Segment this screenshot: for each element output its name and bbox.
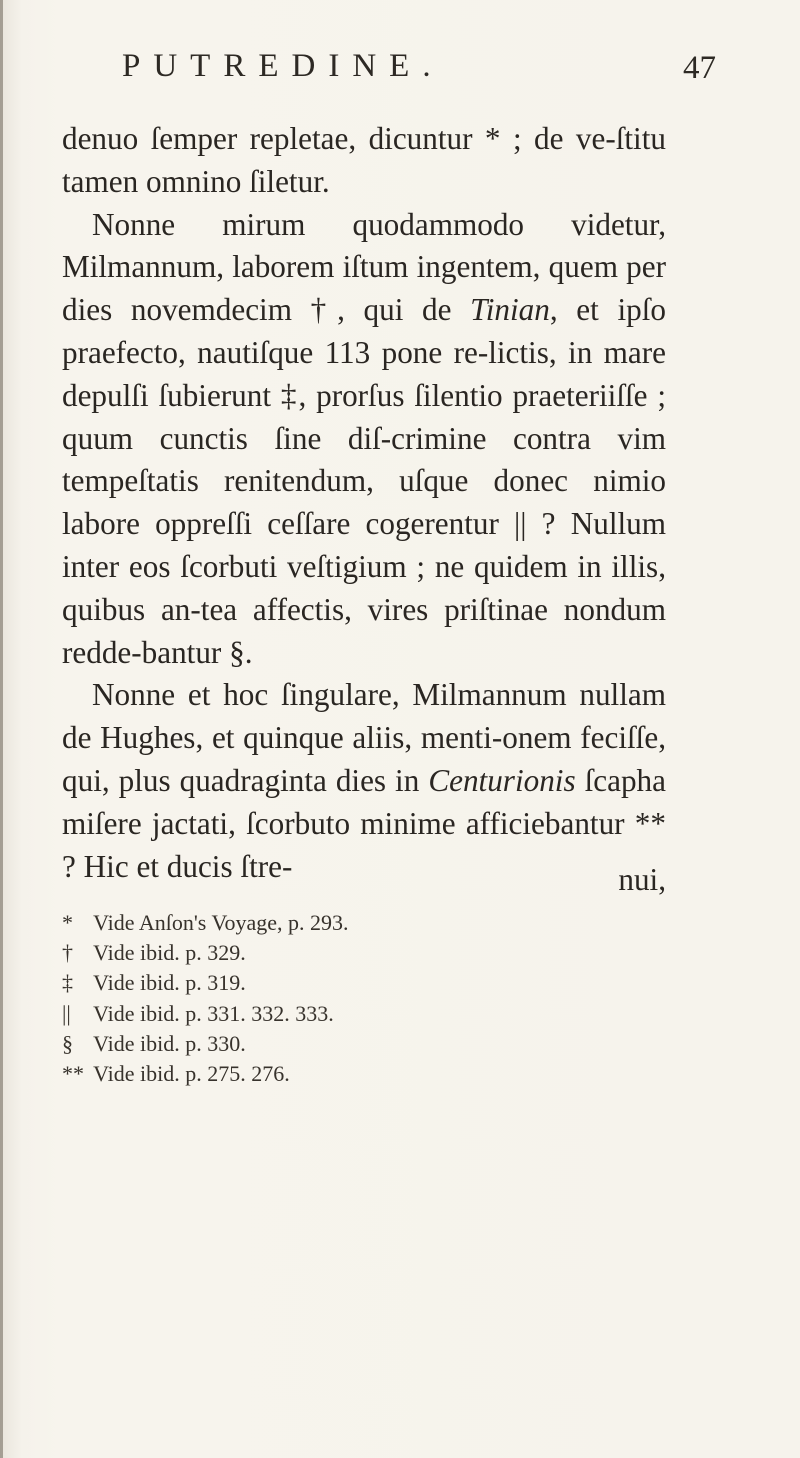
footnote-mark: †: [62, 940, 73, 966]
paragraph-text: denuo ſemper repletae, dicuntur * ; de ve-ſtitu tamen omnino ſiletur.: [62, 121, 666, 199]
footnote-text: Vide ibid. p. 330.: [93, 1030, 246, 1056]
page-edge: [0, 0, 3, 1458]
footnote-mark: **: [62, 1061, 84, 1087]
running-head: [122, 48, 722, 88]
footnote-mark: §: [62, 1030, 73, 1056]
paragraph-text: Nonne mirum quodammodo videtur, Milmannum, laborem iſtum ingentem, quem per dies novemdecim †, qui de: [62, 206, 666, 328]
paragraph-text: , et ipſo praefecto, nautiſque 113 pone re-lictis, in mare depulſi ſubierunt ‡, prorſus ſilentio praeteriiſſe ; quum cunctis ſine diſ-crimine contra vim tempeſtatis renitendum, uſque donec nimio labore oppreſſi ceſſare cogerentur || ? Nullum inter eos ſcorbuti veſtigium ; ne quidem in illis, quibus an-tea affectis, vires priſtinae nondum redde-bantur §.: [62, 292, 666, 670]
footnote: [62, 1029, 562, 1059]
italic-ship-name: Centurionis: [428, 762, 576, 798]
footnote-mark: *: [62, 910, 73, 935]
paragraph: [62, 204, 666, 675]
footnotes: [62, 908, 562, 1089]
footnote-text: Vide ibid. p. 331. 332. 333.: [93, 1000, 334, 1026]
running-title: PUTREDINE.: [122, 48, 444, 84]
footnote: [62, 938, 562, 968]
catchword: nui,: [618, 862, 666, 897]
footnote-text: Vide ibid. p. 319.: [93, 970, 246, 996]
footnote-text: Vide Anſon's Voyage, p. 293.: [93, 910, 349, 935]
page-number: 47: [683, 50, 716, 86]
paragraph: [62, 674, 666, 888]
paragraph-text: ſcapha miſere jactati, ſcorbuto minime afficiebantur ** ? Hic et ducis ſtre-: [62, 762, 666, 884]
paragraph-text: Nonne et hoc ſingulare, Milmannum nullam de Hughes, et quinque aliis, menti-onem feciſſe, qui, plus quadraginta dies in: [62, 677, 666, 798]
footnote: [62, 999, 562, 1029]
footnote: [62, 908, 562, 938]
footnote: [62, 968, 562, 998]
footnote-text: Vide ibid. p. 329.: [93, 940, 246, 966]
footnote-text: Vide ibid. p. 275. 276.: [93, 1061, 290, 1087]
footnote-mark: ‡: [62, 970, 73, 996]
footnote: [62, 1059, 562, 1089]
paragraph: [62, 118, 666, 204]
italic-place-name: Tinian: [470, 292, 550, 328]
body-text: [62, 118, 666, 888]
footnote-mark: ||: [62, 1000, 71, 1026]
